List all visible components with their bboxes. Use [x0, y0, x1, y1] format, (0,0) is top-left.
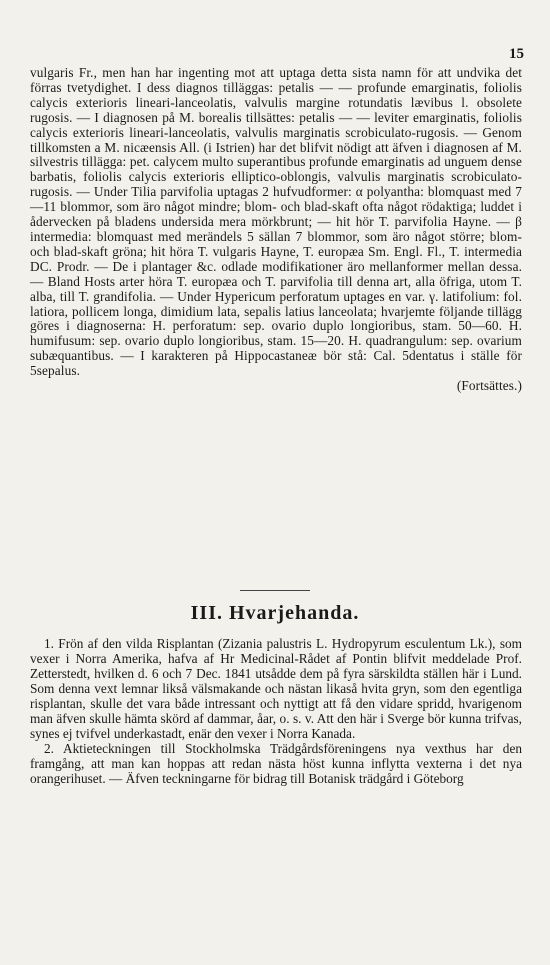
section-heading: III. Hvarjehanda. — [190, 602, 360, 624]
divider — [240, 590, 310, 591]
paragraph: 2. Aktieteckningen till Stockholmska Trädgårdsföreningens nya vexthus har den framgång, att man kan hoppas att redan nästa höst kunna inflytta vexterna i det nya orangerihuset. — Äfven teckningarne för bidrag till Botanisk trädgård i Göteborg — [30, 741, 522, 786]
page-number: 15 — [509, 46, 524, 62]
main-text — [30, 66, 522, 394]
paragraph: 1. Frön af den vilda Risplantan (Zizania palustris L. Hydropyrum esculentum Lk.), som vexer i Norra Amerika, hafva af Hr Medicinal-Rådet af Pontin blifvit meddelade Prof. Zetterstedt, hvilken d. 6 och 7 Dec. 1841 utsådde dem på fyra särskildta ställen här i Lund. Som denna vext lemnar likså välsmakande och nästan likaså hvita gryn, som den egentliga risplantan, skulle det vara både intressant och nyttigt att få den vidare spridd, hvarigenom man äfven skulle hämta skörd af dammar, åar, o. s. v. Att den här i Sverge bör kunna trifvas, synes ej tvifvel underkastadt, enär den vexer i Norra Kanada. — [30, 636, 522, 741]
paragraph: vulgaris Fr., men han har ingenting mot att uptaga detta sista namn för att undvika det förras tvetydighet. I dess diagnos tilläggas: petalis — — profunde emarginatis, foliolis calycis exterioris lineari-lanceolatis, valvulis margine rotundatis lævibus l. obsolete rugosis. — I diagnosen på M. borealis tillsättes: petalis — — leviter emarginatis, foliolis calycis exterioris lineari-lanceolatis, valvulis marginatis scrobiculato-rugosis. — Genom tillkomsten a M. nicæensis All. (i Istrien) har det blifvit nödigt att äfven i diagnosen af M. silvestris tillägga: pet. calycem multo superantibus profunde emarginatis ad unguem dense barbatis, foliolis calycis exterioris elliptico-oblongis, valvulis marginatis scrobiculato-rugosis. — Under Tilia parvifolia uptagas 2 hufvudformer: α polyantha: blomquast med 7—11 blommor, som äro något mindre; blom- och blad-skaft ofta något rödaktiga; luddet i ådervecken på bladens undersida mera mörkbrunt; — hit hör T. parvifolia Hayne. — β intermedia: blomquast med merändels 5 sällan 7 blommor, som äro något större; blom- och blad-skaft gröna; hit höra T. vulgaris Hayne, T. europæa Sm. Engl. Fl., T. intermedia DC. Prodr. — De i plantager &c. odlade modifikationer äro mellanformer mellan dessa. — Bland Hosts arter höra T. europæa och T. parvifolia till denna art, alla öfriga, utom T. alba, till T. grandifolia. — Under Hypericum perforatum uptages en var. γ. latifolium: fol. latiora, pollicem longa, dimidium lata, sepalis latius lanceolata; hvarjemte följande tillägg göres i diagnoserna: H. perforatum: sep. ovario duplo longioribus, stam. 50—60. H. humifusum: sep. ovario duplo longioribus, stam. 15—20. H. quadrangulum: sep. ovarium subæquantibus. — I karakteren på Hippocastaneæ bör stå: Cal. 5dentatus i ställe för 5sepalus. — [30, 65, 522, 379]
continuation-note: (Fortsättes.) — [456, 378, 522, 394]
section-text — [30, 636, 522, 786]
